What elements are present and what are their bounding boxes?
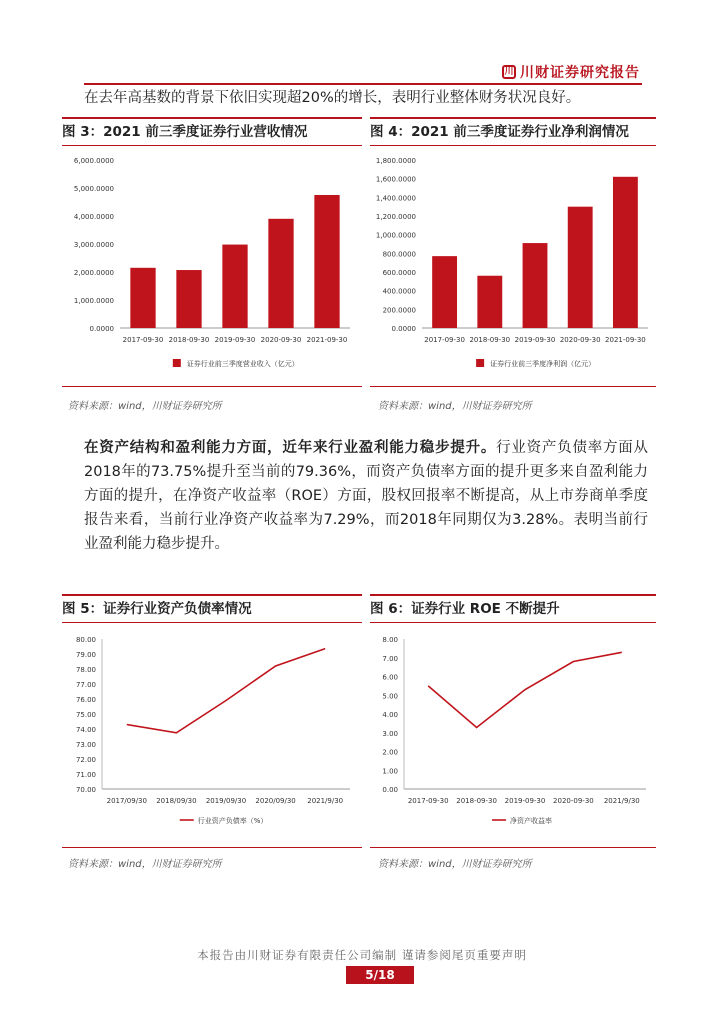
header-rule <box>84 83 642 85</box>
y-tick-label: 80.00 <box>75 636 96 644</box>
y-tick-label: 1,800.0000 <box>375 157 416 165</box>
figure-5-title-text: 图 5：证券行业资产负债率情况 <box>62 601 252 617</box>
x-tick-label: 2019-09-30 <box>214 336 256 344</box>
y-tick-label: 2,000.0000 <box>73 269 114 277</box>
figure-3-source: 资料来源：wind，川财证券研究所 <box>68 401 222 412</box>
figure-4-title <box>370 117 656 146</box>
y-tick-label: 1.00 <box>382 767 398 776</box>
bar <box>613 177 638 328</box>
figure-6-chart <box>370 623 656 845</box>
y-tick-label: 400.0000 <box>382 287 416 296</box>
brand-name: 川财证券研究报告 <box>520 65 640 81</box>
y-tick-label: 0.0000 <box>391 325 416 333</box>
x-tick-label: 2018-09-30 <box>469 336 511 344</box>
x-tick-label: 2019-09-30 <box>504 797 546 805</box>
bar <box>523 243 548 328</box>
bar <box>477 276 502 328</box>
x-tick-label: 2017-09-30 <box>407 797 449 805</box>
x-tick-label: 2018-09-30 <box>456 797 497 805</box>
y-tick-label: 4.00 <box>382 711 398 719</box>
x-tick-label: 2018/09/30 <box>156 797 197 805</box>
y-tick-label: 6.00 <box>382 673 398 682</box>
series-line <box>127 649 325 733</box>
y-tick-label: 71.00 <box>75 771 96 779</box>
y-tick-label: 0.00 <box>382 786 398 794</box>
x-tick-label: 2021-09-30 <box>605 336 646 344</box>
bar <box>130 268 155 328</box>
y-tick-label: 1,000.0000 <box>73 297 114 305</box>
bar <box>268 219 293 328</box>
y-tick-label: 8.00 <box>382 636 398 644</box>
y-tick-label: 4,000.0000 <box>73 213 114 221</box>
legend-label: 净资产收益率 <box>510 817 553 825</box>
x-tick-label: 2017-09-30 <box>424 336 465 344</box>
brand-logo <box>502 60 642 84</box>
y-tick-label: 1,200.0000 <box>375 213 416 221</box>
y-tick-label: 1,400.0000 <box>375 194 416 203</box>
analysis-paragraph <box>84 436 648 556</box>
y-tick-label: 3,000.0000 <box>73 241 114 249</box>
x-tick-label: 2017-09-30 <box>122 336 164 344</box>
x-tick-label: 2020/09/30 <box>255 797 296 805</box>
x-tick-label: 2017/09/30 <box>106 797 147 805</box>
x-tick-label: 2021/9/30 <box>307 797 344 805</box>
x-tick-label: 2018-09-30 <box>168 336 210 344</box>
y-tick-label: 6,000.0000 <box>73 157 114 165</box>
bar <box>432 256 457 328</box>
y-tick-label: 79.00 <box>75 651 96 659</box>
figure-5-rule <box>62 847 362 848</box>
y-tick-label: 7.00 <box>382 654 398 663</box>
legend-swatch <box>476 359 484 367</box>
y-tick-label: 75.00 <box>75 711 96 719</box>
figure-6-title-text: 图 6：证券行业 ROE 不断提升 <box>370 601 560 617</box>
figure-3-rule <box>62 386 362 387</box>
y-tick-label: 2.00 <box>382 748 398 757</box>
figure-6-source: 资料来源：wind，川财证券研究所 <box>378 859 532 870</box>
figure-4-title-text: 图 4：2021 前三季度证券行业净利润情况 <box>370 124 629 140</box>
legend-label: 行业资产负债率（%） <box>197 817 268 825</box>
bar <box>568 207 593 328</box>
y-tick-label: 200.0000 <box>382 306 416 315</box>
y-tick-label: 1,000.0000 <box>375 231 416 240</box>
y-tick-label: 5.00 <box>382 692 398 701</box>
y-tick-label: 74.00 <box>75 726 96 734</box>
y-tick-label: 73.00 <box>75 741 96 749</box>
y-tick-label: 800.0000 <box>382 250 416 259</box>
y-tick-label: 77.00 <box>75 681 96 689</box>
x-tick-label: 2019-09-30 <box>514 336 556 344</box>
figure-6-rule <box>370 847 656 848</box>
bar <box>176 270 201 328</box>
figure-6-title <box>370 594 656 623</box>
figure-5-title <box>62 594 362 623</box>
bar <box>314 195 339 328</box>
y-tick-label: 78.00 <box>75 666 96 674</box>
legend-label: 证券行业前三季度营业收入（亿元） <box>186 360 299 368</box>
x-tick-label: 2021/9/30 <box>603 797 640 805</box>
footer-disclaimer: 本报告由川财证券有限责任公司编制 谨请参阅尾页重要声明 <box>197 948 527 962</box>
y-tick-label: 72.00 <box>75 756 96 764</box>
figure-4-rule <box>370 386 656 387</box>
y-tick-label: 600.0000 <box>382 269 416 277</box>
y-tick-label: 0.0000 <box>89 325 114 333</box>
y-tick-label: 1,600.0000 <box>375 175 416 184</box>
y-tick-label: 5,000.0000 <box>73 185 114 193</box>
x-tick-label: 2020-09-30 <box>559 336 601 344</box>
page-number: 5/18 <box>346 966 414 984</box>
analysis-lead: 在资产结构和盈利能力方面，近年来行业盈利能力稳步提升。 <box>84 440 497 456</box>
y-tick-label: 3.00 <box>382 729 398 738</box>
legend-swatch <box>173 359 181 367</box>
y-tick-label: 76.00 <box>75 696 96 704</box>
x-tick-label: 2020-09-30 <box>260 336 302 344</box>
analysis-body: 行业资产负债率方面从2018年的73.75%提升至当前的79.36%，而资产负债率方面的提升更多来自盈利能力方面的提升，在净资产收益率（ROE）方面，股权回报率不断提高，从上市券商单季度报告来看，当前行业净资产收益率为7.29%，而2018年同期仅为3.28%。表明当前行业盈利能力稳步提升。 <box>84 440 648 552</box>
figure-3-title <box>62 117 362 146</box>
logo-mark-icon: 川 <box>502 65 516 79</box>
figure-5-chart <box>62 623 362 845</box>
bar <box>222 245 247 328</box>
figure-4-chart <box>370 146 656 384</box>
x-tick-label: 2019/09/30 <box>205 797 247 805</box>
series-line <box>428 652 622 727</box>
x-tick-label: 2020-09-30 <box>553 797 594 805</box>
y-tick-label: 70.00 <box>75 786 96 794</box>
intro-paragraph: 在去年高基数的背景下依旧实现超20%的增长，表明行业整体财务状况良好。 <box>84 90 581 106</box>
figure-3-title-text: 图 3：2021 前三季度证券行业营收情况 <box>62 124 308 140</box>
figure-3-chart <box>62 146 362 384</box>
figure-4-source: 资料来源：wind，川财证券研究所 <box>378 401 532 412</box>
figure-5-source: 资料来源：wind，川财证券研究所 <box>68 859 222 870</box>
x-tick-label: 2021-09-30 <box>306 336 348 344</box>
legend-label: 证券行业前三季度净利润（亿元） <box>490 360 596 368</box>
